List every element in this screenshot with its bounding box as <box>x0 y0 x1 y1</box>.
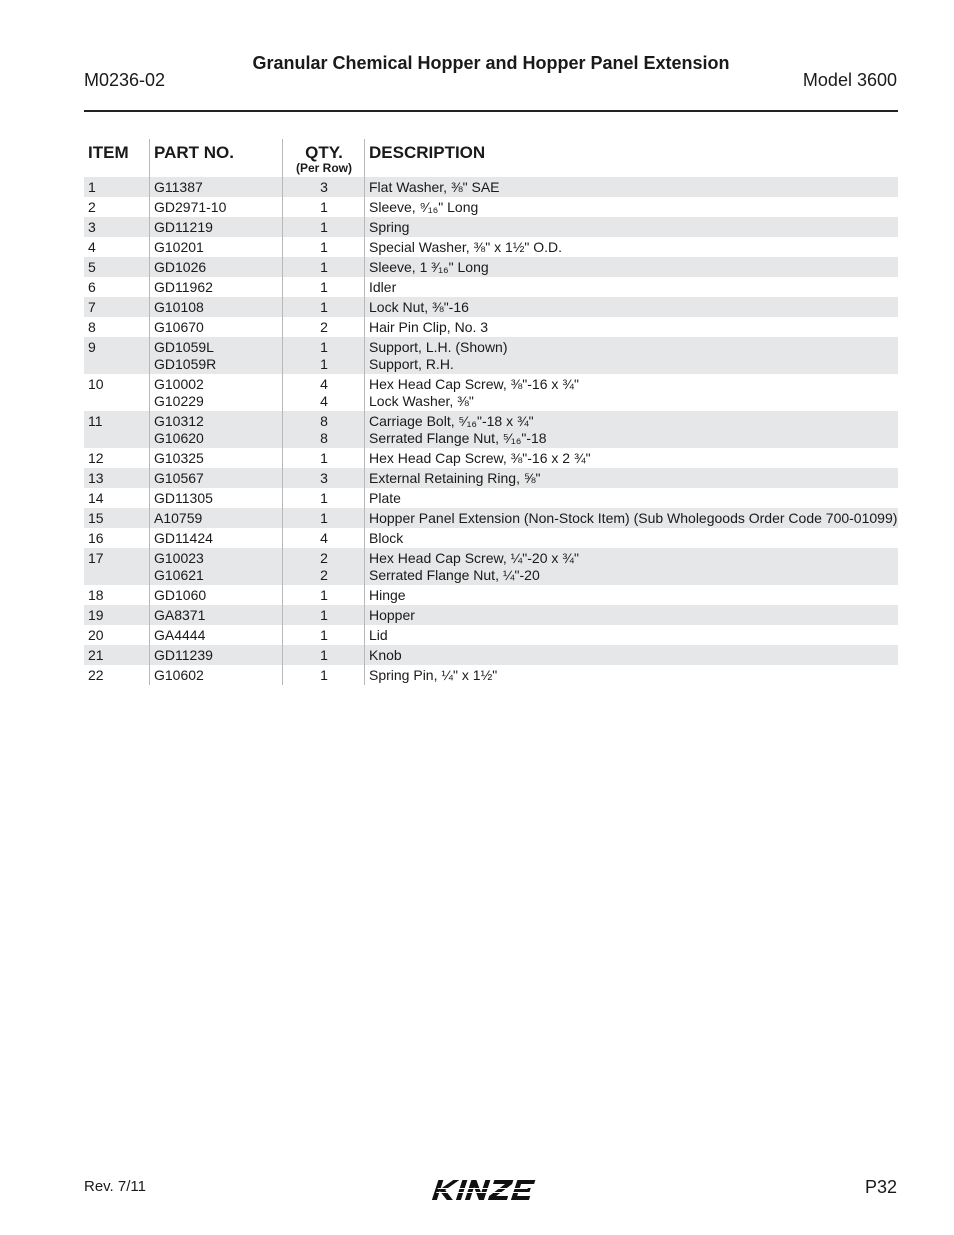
quantity: 1 <box>320 586 328 603</box>
description: Hinge <box>369 586 406 603</box>
quantity: 1 <box>320 218 328 235</box>
description: External Retaining Ring, ⅝" <box>369 469 541 486</box>
quantity-cell <box>283 319 365 336</box>
quantity-cell <box>283 376 365 410</box>
part-number: G10567 <box>154 469 204 486</box>
quantity-cell <box>283 510 365 527</box>
part-number: G10325 <box>154 449 204 466</box>
description: Hex Head Cap Screw, ¼"-20 x ¾" <box>369 549 579 566</box>
part-number-cell <box>150 279 283 296</box>
description: Block <box>369 529 404 546</box>
item-number: 3 <box>88 218 96 235</box>
description-cell <box>365 376 898 410</box>
quantity: 8 <box>320 429 328 446</box>
quantity: 4 <box>320 392 328 409</box>
quantity: 4 <box>320 375 328 392</box>
part-number-cell <box>150 259 283 276</box>
quantity: 1 <box>320 606 328 623</box>
part-number: GD2971-10 <box>154 198 227 215</box>
table-row <box>84 197 898 217</box>
description-cell <box>365 413 898 447</box>
part-number: G10602 <box>154 666 204 683</box>
part-number: G10023 <box>154 549 204 566</box>
quantity: 1 <box>320 509 328 526</box>
table-row <box>84 585 898 605</box>
description-cell <box>365 627 898 644</box>
quantity-cell <box>283 199 365 216</box>
part-number: GD1059R <box>154 355 217 372</box>
part-number-cell <box>150 667 283 684</box>
part-number: GD1059L <box>154 338 214 355</box>
part-number-cell <box>150 607 283 624</box>
quantity-cell <box>283 450 365 467</box>
column-header-part-no: PART NO. <box>154 143 234 162</box>
description-cell <box>365 299 898 316</box>
description: Lid <box>369 626 388 643</box>
item-number: 22 <box>88 666 104 683</box>
quantity: 1 <box>320 626 328 643</box>
description: Plate <box>369 489 401 506</box>
part-number: GA4444 <box>154 626 206 643</box>
part-number-cell <box>150 530 283 547</box>
table-row <box>84 411 898 448</box>
item-number: 9 <box>88 338 96 355</box>
quantity-cell <box>283 587 365 604</box>
part-number-cell <box>150 627 283 644</box>
description: Hair Pin Clip, No. 3 <box>369 318 489 335</box>
part-number-cell <box>150 199 283 216</box>
item-number: 5 <box>88 258 96 275</box>
table-row <box>84 665 898 685</box>
description: Serrated Flange Nut, ¼"-20 <box>369 566 540 583</box>
description: Idler <box>369 278 397 295</box>
part-number-cell <box>150 339 283 373</box>
part-number-cell <box>150 470 283 487</box>
quantity: 3 <box>320 178 328 195</box>
description-cell <box>365 530 898 547</box>
part-number-cell <box>150 587 283 604</box>
quantity: 1 <box>320 278 328 295</box>
quantity: 1 <box>320 238 328 255</box>
item-number: 14 <box>88 489 104 506</box>
item-number: 7 <box>88 298 96 315</box>
item-number: 2 <box>88 198 96 215</box>
model-label: Model 3600 <box>802 70 897 90</box>
quantity: 1 <box>320 646 328 663</box>
table-row <box>84 217 898 237</box>
part-number: GD11962 <box>154 278 213 295</box>
doc-number: M0236-02 <box>84 70 166 90</box>
quantity-cell <box>283 627 365 644</box>
table-row <box>84 488 898 508</box>
table-row <box>84 317 898 337</box>
description-cell <box>365 199 898 216</box>
part-number: A10759 <box>154 509 203 526</box>
description-cell <box>365 607 898 624</box>
part-number: GD11424 <box>154 529 213 546</box>
table-row <box>84 237 898 257</box>
part-number-cell <box>150 450 283 467</box>
description: Serrated Flange Nut, ⁵⁄₁₆"-18 <box>369 429 547 446</box>
description: Support, R.H. <box>369 355 454 372</box>
part-number: G10312 <box>154 412 204 429</box>
part-number-cell <box>150 490 283 507</box>
part-number-cell <box>150 550 283 584</box>
description: Hex Head Cap Screw, ⅜"-16 x ¾" <box>369 375 579 392</box>
table-row <box>84 528 898 548</box>
item-number: 12 <box>88 449 104 466</box>
quantity: 1 <box>320 449 328 466</box>
quantity-cell <box>283 259 365 276</box>
quantity-cell <box>283 279 365 296</box>
part-number-cell <box>150 319 283 336</box>
table-row <box>84 625 898 645</box>
kinze-logo <box>432 1175 550 1205</box>
table-body <box>84 177 898 685</box>
column-divider <box>282 139 283 685</box>
table-row <box>84 468 898 488</box>
quantity-cell <box>283 470 365 487</box>
revision-label: Rev. 7/11 <box>84 1178 146 1195</box>
quantity: 8 <box>320 412 328 429</box>
item-number: 8 <box>88 318 96 335</box>
description-cell <box>365 490 898 507</box>
description-cell <box>365 239 898 256</box>
description: Knob <box>369 646 402 663</box>
part-number: G10620 <box>154 429 204 446</box>
part-number: GD11305 <box>154 489 213 506</box>
quantity-cell <box>283 299 365 316</box>
part-number: G11387 <box>154 178 203 195</box>
item-number: 4 <box>88 238 96 255</box>
description-cell <box>365 179 898 196</box>
description: Lock Washer, ⅜" <box>369 392 474 409</box>
quantity: 2 <box>320 549 328 566</box>
table-row <box>84 374 898 411</box>
description-cell <box>365 279 898 296</box>
item-number: 18 <box>88 586 104 603</box>
item-number: 21 <box>88 646 104 663</box>
quantity-cell <box>283 339 365 373</box>
header-rule <box>84 110 898 112</box>
quantity: 2 <box>320 318 328 335</box>
part-number: G10670 <box>154 318 204 335</box>
quantity: 1 <box>320 489 328 506</box>
table-row <box>84 448 898 468</box>
description-cell <box>365 470 898 487</box>
quantity-cell <box>283 667 365 684</box>
description-cell <box>365 219 898 236</box>
table-row <box>84 605 898 625</box>
description-cell <box>365 450 898 467</box>
column-header-qty: QTY. <box>305 143 343 162</box>
part-number-cell <box>150 510 283 527</box>
quantity-cell <box>283 490 365 507</box>
table-row <box>84 277 898 297</box>
description: Carriage Bolt, ⁵⁄₁₆"-18 x ¾" <box>369 412 534 429</box>
part-number: G10201 <box>154 238 204 255</box>
description-cell <box>365 510 898 527</box>
item-number: 16 <box>88 529 104 546</box>
quantity-cell <box>283 413 365 447</box>
item-number: 13 <box>88 469 104 486</box>
description-cell <box>365 259 898 276</box>
description: Spring <box>369 218 410 235</box>
description-cell <box>365 319 898 336</box>
column-header-qty-sub: (Per Row) <box>295 161 352 175</box>
part-number: G10229 <box>154 392 204 409</box>
item-number: 11 <box>88 412 103 429</box>
item-number: 15 <box>88 509 104 526</box>
description-cell <box>365 587 898 604</box>
table-row <box>84 645 898 665</box>
quantity: 3 <box>320 469 328 486</box>
item-number: 1 <box>88 178 96 195</box>
description: Lock Nut, ⅜"-16 <box>369 298 469 315</box>
table-header <box>84 139 898 177</box>
quantity-cell <box>283 239 365 256</box>
description: Hopper Panel Extension (Non-Stock Item) (Sub Wholegoods Order Code 700-01099) <box>369 509 898 526</box>
item-number: 6 <box>88 278 96 295</box>
item-number: 19 <box>88 606 104 623</box>
quantity: 1 <box>320 338 328 355</box>
description: Flat Washer, ⅜" SAE <box>369 178 500 195</box>
description: Sleeve, 1 ³⁄₁₆" Long <box>369 258 489 275</box>
table-row <box>84 297 898 317</box>
description-cell <box>365 647 898 664</box>
table-row <box>84 177 898 197</box>
description: Hopper <box>369 606 415 623</box>
part-number-cell <box>150 413 283 447</box>
part-number-cell <box>150 299 283 316</box>
part-number-cell <box>150 647 283 664</box>
column-header-description: DESCRIPTION <box>369 143 486 162</box>
part-number: GD11219 <box>154 218 213 235</box>
description-cell <box>365 667 898 684</box>
quantity: 1 <box>320 666 328 683</box>
description-cell <box>365 339 898 373</box>
quantity-cell <box>283 607 365 624</box>
description: Sleeve, ⁹⁄₁₆" Long <box>369 198 479 215</box>
quantity-cell <box>283 530 365 547</box>
item-number: 20 <box>88 626 104 643</box>
quantity-cell <box>283 219 365 236</box>
quantity: 4 <box>320 529 328 546</box>
part-number-cell <box>150 239 283 256</box>
table-row <box>84 508 898 528</box>
part-number: G10621 <box>154 566 204 583</box>
table-row <box>84 337 898 374</box>
description: Hex Head Cap Screw, ⅜"-16 x 2 ¾" <box>369 449 591 466</box>
table-row <box>84 548 898 585</box>
part-number: G10108 <box>154 298 204 315</box>
part-number: G10002 <box>154 375 204 392</box>
part-number-cell <box>150 376 283 410</box>
part-number: GD1060 <box>154 586 207 603</box>
part-number: GD1026 <box>154 258 207 275</box>
part-number-cell <box>150 219 283 236</box>
page-title: Granular Chemical Hopper and Hopper Panel Extension <box>252 53 730 73</box>
quantity-cell <box>283 647 365 664</box>
column-divider <box>364 139 365 685</box>
quantity-cell <box>283 550 365 584</box>
column-header-item: ITEM <box>88 143 129 162</box>
item-number: 10 <box>88 375 104 392</box>
description-cell <box>365 550 898 584</box>
page-number: P32 <box>864 1177 897 1197</box>
quantity: 1 <box>320 258 328 275</box>
description: Support, L.H. (Shown) <box>369 338 508 355</box>
quantity-cell <box>283 179 365 196</box>
column-divider <box>149 139 150 685</box>
description: Spring Pin, ¼" x 1½" <box>369 666 498 683</box>
part-number: GD11239 <box>154 646 213 663</box>
description: Special Washer, ⅜" x 1½" O.D. <box>369 238 563 255</box>
quantity: 1 <box>320 355 328 372</box>
item-number: 17 <box>88 549 104 566</box>
part-number-cell <box>150 179 283 196</box>
parts-table <box>84 139 898 685</box>
quantity: 1 <box>320 198 328 215</box>
part-number: GA8371 <box>154 606 206 623</box>
quantity: 2 <box>320 566 328 583</box>
quantity: 1 <box>320 298 328 315</box>
table-row <box>84 257 898 277</box>
